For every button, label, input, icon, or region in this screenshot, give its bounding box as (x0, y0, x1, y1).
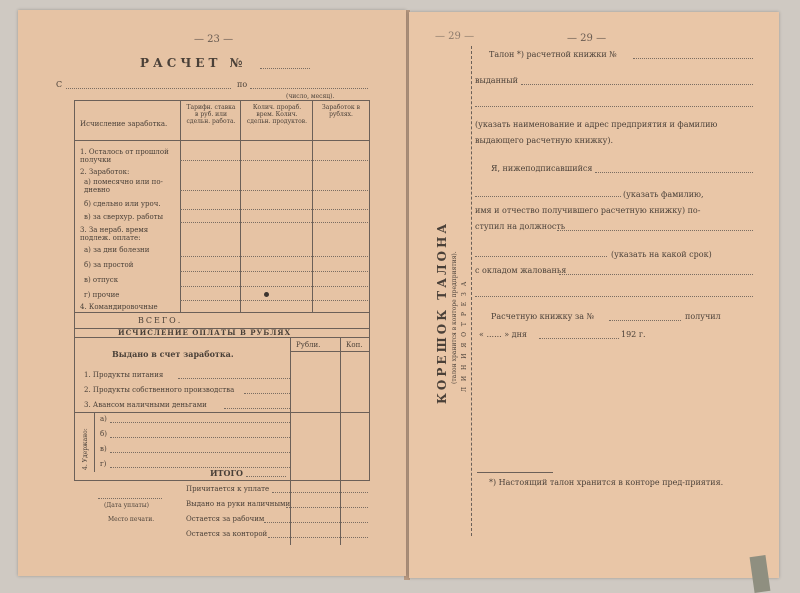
calc-title: РАСЧЕТ № (140, 56, 247, 70)
row-2b: б) сдельно или уроч. (84, 200, 161, 208)
salary-line: с окладом жалованья (475, 266, 567, 275)
total-label: ВСЕГО. (138, 316, 183, 325)
bleed-page-number: — 29 — (435, 31, 475, 42)
row-3a: а) за дни болезни (84, 246, 150, 254)
right-page-number: — 29 — (567, 33, 607, 44)
undersigned-line: Я, нижеподписавшийся (491, 164, 593, 173)
from-label: С (56, 80, 63, 89)
final-row-1: Причитается к уплате (186, 485, 270, 493)
received-word: получил (685, 312, 721, 321)
col-header-qty: Колич. прораб. врем. Колич. сдельн. продуктов. (246, 104, 308, 125)
row-4: 4. Командировочные (80, 303, 158, 311)
issued-title: Выдано в счет заработка. (112, 349, 234, 359)
issued-row-1: 1. Продукты питания (84, 371, 164, 379)
year-line: 192 г. (621, 330, 646, 339)
indicate-line-2: выдающего расчетную книжку). (475, 136, 614, 145)
place-label: Место печати. (108, 516, 155, 523)
kop-header: Коп. (346, 341, 363, 349)
indicate-line-1: (указать наименование и адрес предприятия и фамилию (475, 120, 718, 129)
right-page (409, 12, 779, 578)
row-3b: б) за простой (84, 261, 134, 269)
book-received-line: Расчетную книжку за № (491, 312, 595, 321)
cut-line-label: Л И Н И Я О Т Р Е З А (461, 279, 468, 392)
surname-note: (указать фамилию, (623, 190, 704, 199)
issued-row-3: 3. Авансом наличными деньгами (84, 401, 207, 409)
talon-line: Талон *) расчетной книжки № (489, 50, 617, 59)
col-header-earn: Заработок в рублях. (322, 104, 360, 118)
cut-line (471, 46, 473, 536)
deduct-a: а) (100, 415, 107, 423)
col-header-rate: Тарифн. ставка в руб. или сдельн. работа. (186, 104, 236, 125)
day-line: « ...... » дня (479, 330, 527, 339)
stub-subtitle: (талон хранится в конторе предприятия). (451, 251, 458, 384)
rub-header: Рубли. (296, 341, 321, 349)
itogo-label: ИТОГО (210, 468, 243, 478)
issued-line: выданный (475, 76, 518, 85)
stub-title: КОРЕШОК ТАЛОНА (435, 220, 449, 404)
row-3c: в) отпуск (84, 276, 119, 284)
row-1: 1. Осталось от прошлой получки (80, 148, 169, 164)
row-3: 3. За нераб. время подлеж. оплате: (80, 226, 149, 242)
row-3d: г) прочие (84, 291, 120, 299)
left-page-number: — 23 — (194, 34, 234, 45)
section2-title: ИСЧИСЛЕНИЕ ОПЛАТЫ В РУБЛЯХ (118, 328, 292, 337)
left-page (18, 10, 406, 576)
row-2a: а) помесячно или по-дневно (84, 178, 163, 194)
deduct-c: в) (100, 445, 107, 453)
deduct-d: г) (100, 460, 107, 468)
final-row-4: Остается за конторой (186, 530, 268, 538)
row-2c: в) за сверхур. работы (84, 213, 164, 221)
deduct-label: 4. Удержано: (82, 428, 89, 470)
deduct-b: б) (100, 430, 107, 438)
to-label: по (237, 80, 248, 89)
to-sub: (число, месяц). (286, 93, 335, 100)
name-note: имя и отчество получившего расчетную книжку) по- (475, 206, 701, 215)
date-label: (Дата уплаты) (104, 502, 149, 509)
footnote: *) Настоящий талон хранится в конторе пред-приятия. (489, 478, 724, 487)
col-header-calc: Исчисление заработка. (80, 120, 168, 128)
final-row-2: Выдано на руки наличными (186, 500, 291, 508)
term-note: (указать на какой срок) (611, 250, 712, 259)
row-2: 2. Заработок: (80, 168, 130, 176)
issued-row-2: 2. Продукты собственного производства (84, 386, 235, 394)
final-row-3: Остается за рабочим (186, 515, 265, 523)
position-line: ступил на должность (475, 222, 566, 231)
